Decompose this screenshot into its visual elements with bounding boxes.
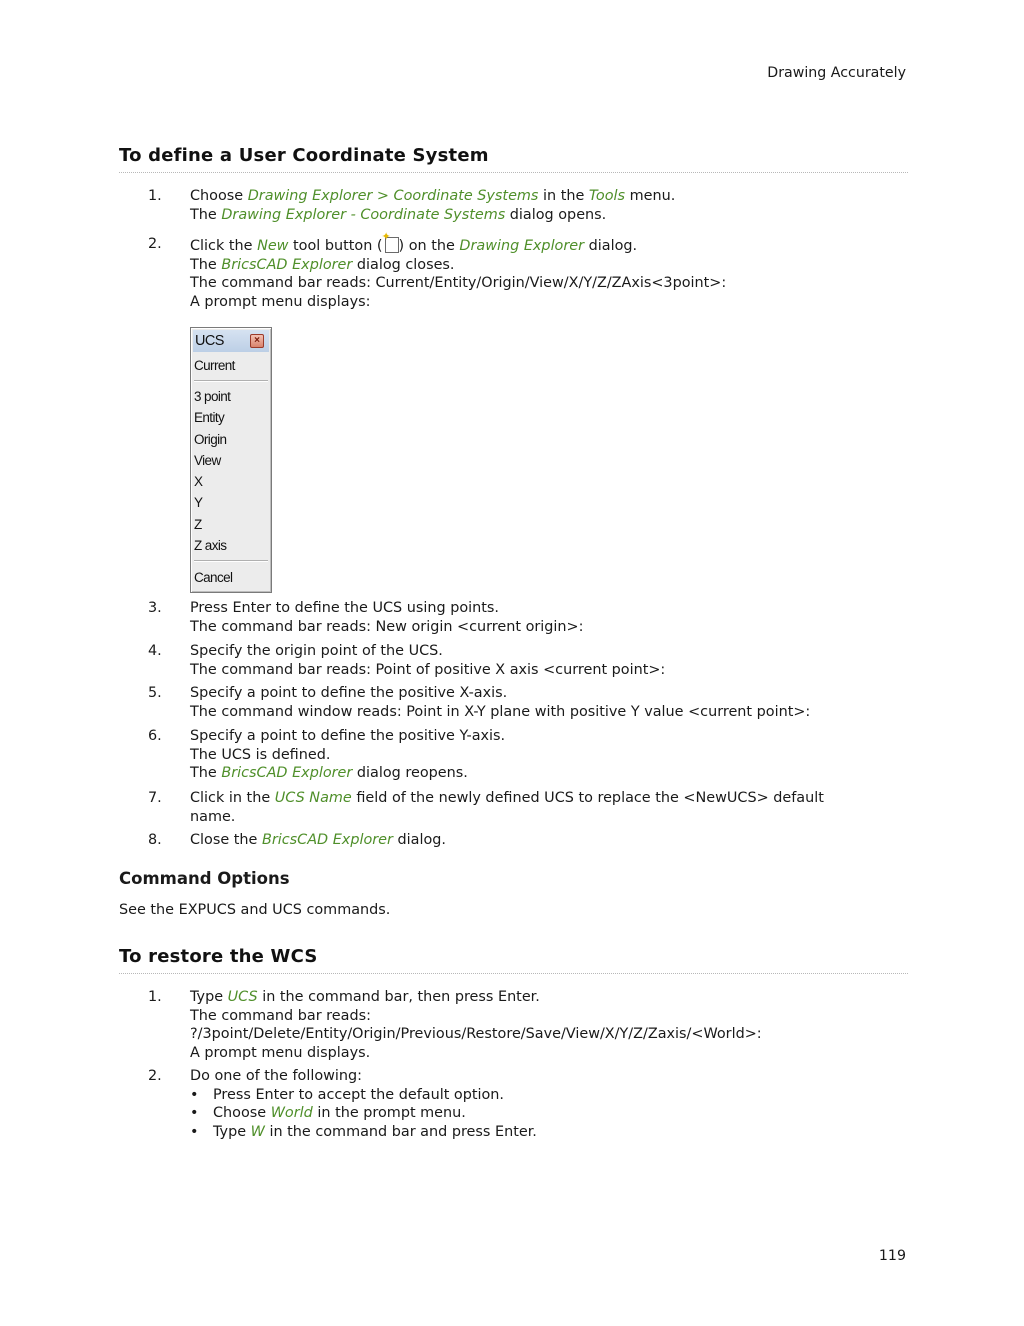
- step-text: Specify the origin point of the UCS.: [190, 643, 443, 659]
- step-text: Specify a point to define the positive X-axis.: [190, 685, 508, 701]
- tool-name: New: [257, 238, 289, 254]
- step-text: Press Enter to define the UCS using points.: [190, 600, 499, 616]
- step-number: 1.: [148, 188, 162, 204]
- running-header: Drawing Accurately: [767, 65, 906, 81]
- step-number: 5.: [148, 685, 162, 701]
- close-icon[interactable]: ×: [250, 334, 264, 348]
- ucs-menu-title: UCS: [195, 333, 224, 349]
- bullet-item: [190, 1123, 890, 1142]
- step-text: Choose: [190, 188, 248, 204]
- section-title-define-ucs: To define a User Coordinate System: [119, 145, 489, 166]
- command-bar-text: The command bar reads: Point of positive X axis <current point>:: [190, 661, 666, 678]
- dialog-name: BricsCAD Explorer: [261, 832, 393, 848]
- ucs-menu-item-x[interactable]: X: [194, 474, 203, 489]
- step-text: in the: [538, 188, 589, 204]
- step-text: Type: [190, 989, 228, 1005]
- step-text: The command bar reads:: [190, 1007, 371, 1024]
- step-text: A prompt menu displays:: [190, 293, 371, 310]
- step-text: dialog opens.: [505, 206, 607, 223]
- ucs-menu-item-origin[interactable]: Origin: [194, 432, 227, 447]
- menu-separator: [194, 380, 268, 382]
- command-bar-text: The command window reads: Point in X-Y plane with positive Y value <current point>:: [190, 703, 811, 720]
- step-text: Click the: [190, 238, 258, 254]
- step-text: Do one of the following:: [190, 1068, 362, 1084]
- step-text: tool button (: [288, 238, 383, 254]
- bullet-text: in the prompt menu.: [312, 1105, 466, 1121]
- step-text: dialog reopens.: [352, 765, 468, 781]
- command-options-text: See the EXPUCS and UCS commands.: [119, 902, 391, 918]
- command-bar-text: The command bar reads: New origin <current origin>:: [190, 618, 584, 635]
- bullet-item: [190, 1104, 890, 1123]
- bullet-icon: •: [190, 1086, 199, 1103]
- step-text: menu.: [625, 188, 676, 204]
- step-text: Close the: [190, 832, 262, 848]
- command-bar-text: The command bar reads: Current/Entity/Origin/View/X/Y/Z/ZAxis<3point>:: [190, 275, 727, 291]
- step-text: A prompt menu displays.: [190, 1044, 371, 1061]
- bullet-text: Choose: [213, 1105, 271, 1121]
- step-text: The: [190, 765, 222, 781]
- step-number: 2.: [148, 236, 162, 252]
- step-text: Click in the: [190, 790, 275, 806]
- bullet-icon: •: [190, 1123, 199, 1140]
- ucs-menu-item-entity[interactable]: Entity: [194, 410, 225, 425]
- step-text: The UCS is defined.: [190, 746, 331, 763]
- bullet-icon: •: [190, 1105, 199, 1121]
- option-key: W: [250, 1123, 265, 1140]
- step-text: in the command bar, then press Enter.: [257, 989, 540, 1005]
- step-text: The: [190, 256, 222, 273]
- step-text: name.: [190, 808, 236, 825]
- ucs-menu-item-current[interactable]: Current: [194, 358, 235, 373]
- menu-name: Tools: [588, 188, 626, 204]
- dialog-name: BricsCAD Explorer: [221, 256, 353, 273]
- menu-option-name: World: [270, 1105, 313, 1121]
- step-number: 4.: [148, 643, 162, 659]
- command-bar-text: ?/3point/Delete/Entity/Origin/Previous/Restore/Save/View/X/Y/Z/Zaxis/<World>:: [190, 1026, 762, 1042]
- step-number: 8.: [148, 832, 162, 848]
- step-text: ) on the: [398, 238, 460, 254]
- step-text: The: [190, 206, 222, 223]
- new-document-icon: ✦: [384, 235, 398, 252]
- step-text: Specify a point to define the positive Y-axis.: [190, 728, 506, 744]
- section-divider: [119, 172, 908, 173]
- menu-separator: [194, 560, 268, 562]
- step-text: dialog closes.: [352, 256, 455, 273]
- ucs-menu-item-y[interactable]: Y: [194, 495, 203, 510]
- step-number: 6.: [148, 728, 162, 744]
- ucs-menu-item-3point[interactable]: 3 point: [194, 389, 231, 404]
- step-text: dialog.: [584, 238, 638, 254]
- ucs-menu-item-view[interactable]: View: [194, 453, 221, 468]
- step-number: 3.: [148, 600, 162, 616]
- step-text: dialog.: [392, 832, 446, 848]
- bullet-text: in the command bar and press Enter.: [264, 1123, 537, 1140]
- field-name: UCS Name: [274, 790, 352, 806]
- section-title-restore-wcs: To restore the WCS: [119, 946, 318, 967]
- step-number: 2.: [148, 1068, 162, 1084]
- step-number: 7.: [148, 790, 162, 806]
- ucs-menu-item-zaxis[interactable]: Z axis: [194, 538, 227, 553]
- section-divider: [119, 973, 908, 974]
- dialog-name: Drawing Explorer - Coordinate Systems: [221, 206, 506, 223]
- bullet-item: [190, 1086, 890, 1105]
- command-options-heading: Command Options: [119, 869, 290, 888]
- dialog-name: BricsCAD Explorer: [221, 765, 353, 781]
- bullet-text: Press Enter to accept the default option.: [213, 1086, 504, 1103]
- ucs-prompt-menu: [190, 327, 272, 593]
- command-name: UCS: [227, 989, 258, 1005]
- dialog-name: Drawing Explorer: [459, 238, 585, 254]
- bullet-text: Type: [213, 1123, 251, 1140]
- menu-path-link: Drawing Explorer > Coordinate Systems: [247, 188, 539, 204]
- step-number: 1.: [148, 989, 162, 1005]
- ucs-menu-item-z[interactable]: Z: [194, 517, 202, 532]
- page-number: 119: [878, 1248, 906, 1264]
- ucs-menu-item-cancel[interactable]: Cancel: [194, 570, 233, 585]
- step-text: field of the newly defined UCS to replace the <NewUCS> default: [351, 790, 824, 806]
- ucs-menu-titlebar: [193, 330, 269, 352]
